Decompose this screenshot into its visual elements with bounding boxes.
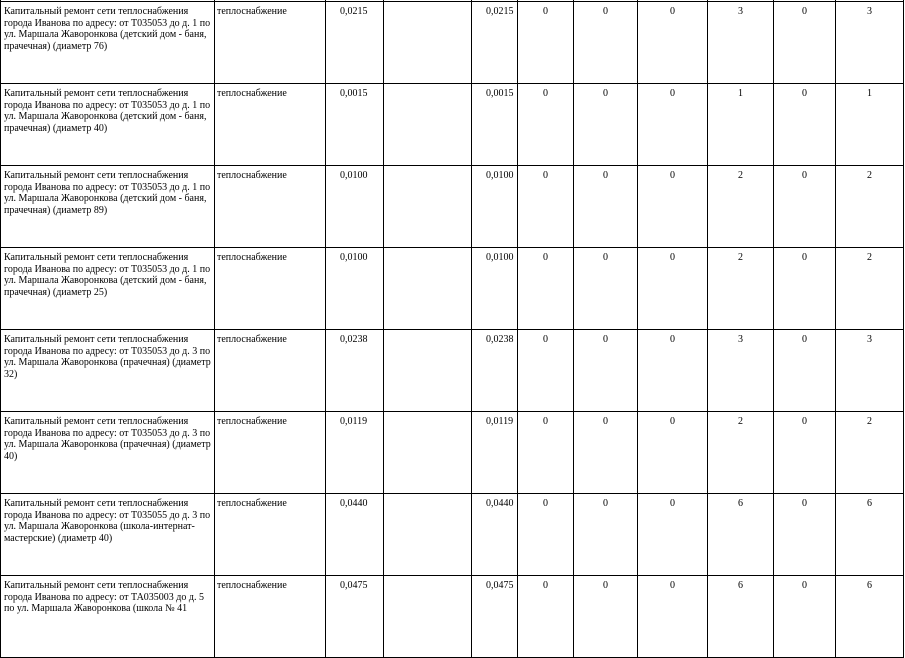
- cell-v1: 0,0238: [326, 330, 384, 412]
- cell-c2: 0: [574, 494, 638, 576]
- cell-v3: 0,0015: [472, 84, 518, 166]
- cell-c4: 3: [708, 330, 774, 412]
- cell-c1: 0: [518, 248, 574, 330]
- cell-type: теплоснабжение: [215, 84, 326, 166]
- cell-v3: 0,0475: [472, 576, 518, 658]
- cell-type: теплоснабжение: [215, 248, 326, 330]
- cell-c2: 0: [574, 84, 638, 166]
- cell-c5: 0: [774, 576, 836, 658]
- cell-c6: 3: [836, 330, 904, 412]
- cell-c4: 2: [708, 166, 774, 248]
- cell-c3: 0: [638, 330, 708, 412]
- cell-type: теплоснабжение: [215, 494, 326, 576]
- cell-v1: 0,0475: [326, 576, 384, 658]
- cell-c5: 0: [774, 2, 836, 84]
- cell-type: теплоснабжение: [215, 412, 326, 494]
- table-row: [1, 166, 904, 248]
- cell-c2: 0: [574, 412, 638, 494]
- cell-name: Капитальный ремонт сети теплоснабжения города Иванова по адресу: от ТА035003 до д. 5 по ул. Маршала Жаворонкова (школа № 41: [1, 576, 215, 658]
- cell-v1: 0,0440: [326, 494, 384, 576]
- cell-c1: 0: [518, 494, 574, 576]
- cell-c1: 0: [518, 412, 574, 494]
- cell-v3: 0,0215: [472, 2, 518, 84]
- cell-c5: 0: [774, 248, 836, 330]
- cell-c3: 0: [638, 166, 708, 248]
- cell-c6: 6: [836, 576, 904, 658]
- cell-c4: 1: [708, 84, 774, 166]
- cell-c6: 3: [836, 2, 904, 84]
- cell-name: Капитальный ремонт сети теплоснабжения города Иванова по адресу: от Т035053 до д. 1 по ул. Маршала Жаворонкова (детский дом - баня, прачечная) (диаметр 76): [1, 2, 215, 84]
- cell-v3: 0,0440: [472, 494, 518, 576]
- cell-v3: 0,0100: [472, 166, 518, 248]
- cell-type: теплоснабжение: [215, 576, 326, 658]
- cell-v2: [384, 412, 472, 494]
- cell-c4: 2: [708, 248, 774, 330]
- cell-v1: 0,0100: [326, 166, 384, 248]
- cell-c1: 0: [518, 166, 574, 248]
- table-row: [1, 494, 904, 576]
- cell-name: Капитальный ремонт сети теплоснабжения города Иванова по адресу: от Т035053 до д. 3 по ул. Маршала Жаворонкова (прачечная) (диаметр 40): [1, 412, 215, 494]
- cell-c5: 0: [774, 412, 836, 494]
- table-row: [1, 576, 904, 658]
- cell-c6: 6: [836, 494, 904, 576]
- cell-c3: 0: [638, 248, 708, 330]
- cell-name: Капитальный ремонт сети теплоснабжения города Иванова по адресу: от Т035055 до д. 3 по ул. Маршала Жаворонкова (школа-интернат-мастерские) (диаметр 40): [1, 494, 215, 576]
- cell-c2: 0: [574, 330, 638, 412]
- table-row: [1, 84, 904, 166]
- cell-c3: 0: [638, 494, 708, 576]
- table-row: [1, 412, 904, 494]
- cell-v3: 0,0238: [472, 330, 518, 412]
- cell-v2: [384, 2, 472, 84]
- cell-c6: 1: [836, 84, 904, 166]
- cell-v2: [384, 330, 472, 412]
- cell-v3: 0,0100: [472, 248, 518, 330]
- table-row: [1, 248, 904, 330]
- cell-c4: 6: [708, 576, 774, 658]
- cell-v1: 0,0119: [326, 412, 384, 494]
- cell-v1: 0,0215: [326, 2, 384, 84]
- table-row: [1, 2, 904, 84]
- cell-name: Капитальный ремонт сети теплоснабжения города Иванова по адресу: от Т035053 до д. 1 по ул. Маршала Жаворонкова (детский дом - баня, прачечная) (диаметр 40): [1, 84, 215, 166]
- cell-c6: 2: [836, 412, 904, 494]
- cell-c4: 2: [708, 412, 774, 494]
- cell-type: теплоснабжение: [215, 330, 326, 412]
- cell-c3: 0: [638, 84, 708, 166]
- cell-name: Капитальный ремонт сети теплоснабжения города Иванова по адресу: от Т035053 до д. 1 по ул. Маршала Жаворонкова (детский дом - баня, прачечная) (диаметр 25): [1, 248, 215, 330]
- cell-c6: 2: [836, 248, 904, 330]
- cell-c6: 2: [836, 166, 904, 248]
- table-row: [1, 330, 904, 412]
- cell-c1: 0: [518, 84, 574, 166]
- cell-name: Капитальный ремонт сети теплоснабжения города Иванова по адресу: от Т035053 до д. 1 по ул. Маршала Жаворонкова (детский дом - баня, прачечная) (диаметр 89): [1, 166, 215, 248]
- cell-v3: 0,0119: [472, 412, 518, 494]
- cell-c2: 0: [574, 2, 638, 84]
- cell-c5: 0: [774, 494, 836, 576]
- cell-c4: 3: [708, 2, 774, 84]
- cell-c4: 6: [708, 494, 774, 576]
- cell-c3: 0: [638, 2, 708, 84]
- cell-v2: [384, 248, 472, 330]
- table-body: [1, 0, 904, 658]
- cell-v2: [384, 84, 472, 166]
- cell-v2: [384, 166, 472, 248]
- cell-c1: 0: [518, 576, 574, 658]
- cell-c2: 0: [574, 166, 638, 248]
- cell-v1: 0,0015: [326, 84, 384, 166]
- cell-v1: 0,0100: [326, 248, 384, 330]
- cell-type: теплоснабжение: [215, 166, 326, 248]
- cell-c1: 0: [518, 2, 574, 84]
- cell-c5: 0: [774, 84, 836, 166]
- cell-c3: 0: [638, 412, 708, 494]
- cell-c5: 0: [774, 330, 836, 412]
- cell-c5: 0: [774, 166, 836, 248]
- cell-c3: 0: [638, 576, 708, 658]
- cell-type: теплоснабжение: [215, 2, 326, 84]
- cell-v2: [384, 494, 472, 576]
- cell-name: Капитальный ремонт сети теплоснабжения города Иванова по адресу: от Т035053 до д. 3 по ул. Маршала Жаворонкова (прачечная) (диаметр 32): [1, 330, 215, 412]
- cell-c1: 0: [518, 330, 574, 412]
- cell-v2: [384, 576, 472, 658]
- cell-c2: 0: [574, 248, 638, 330]
- cell-c2: 0: [574, 576, 638, 658]
